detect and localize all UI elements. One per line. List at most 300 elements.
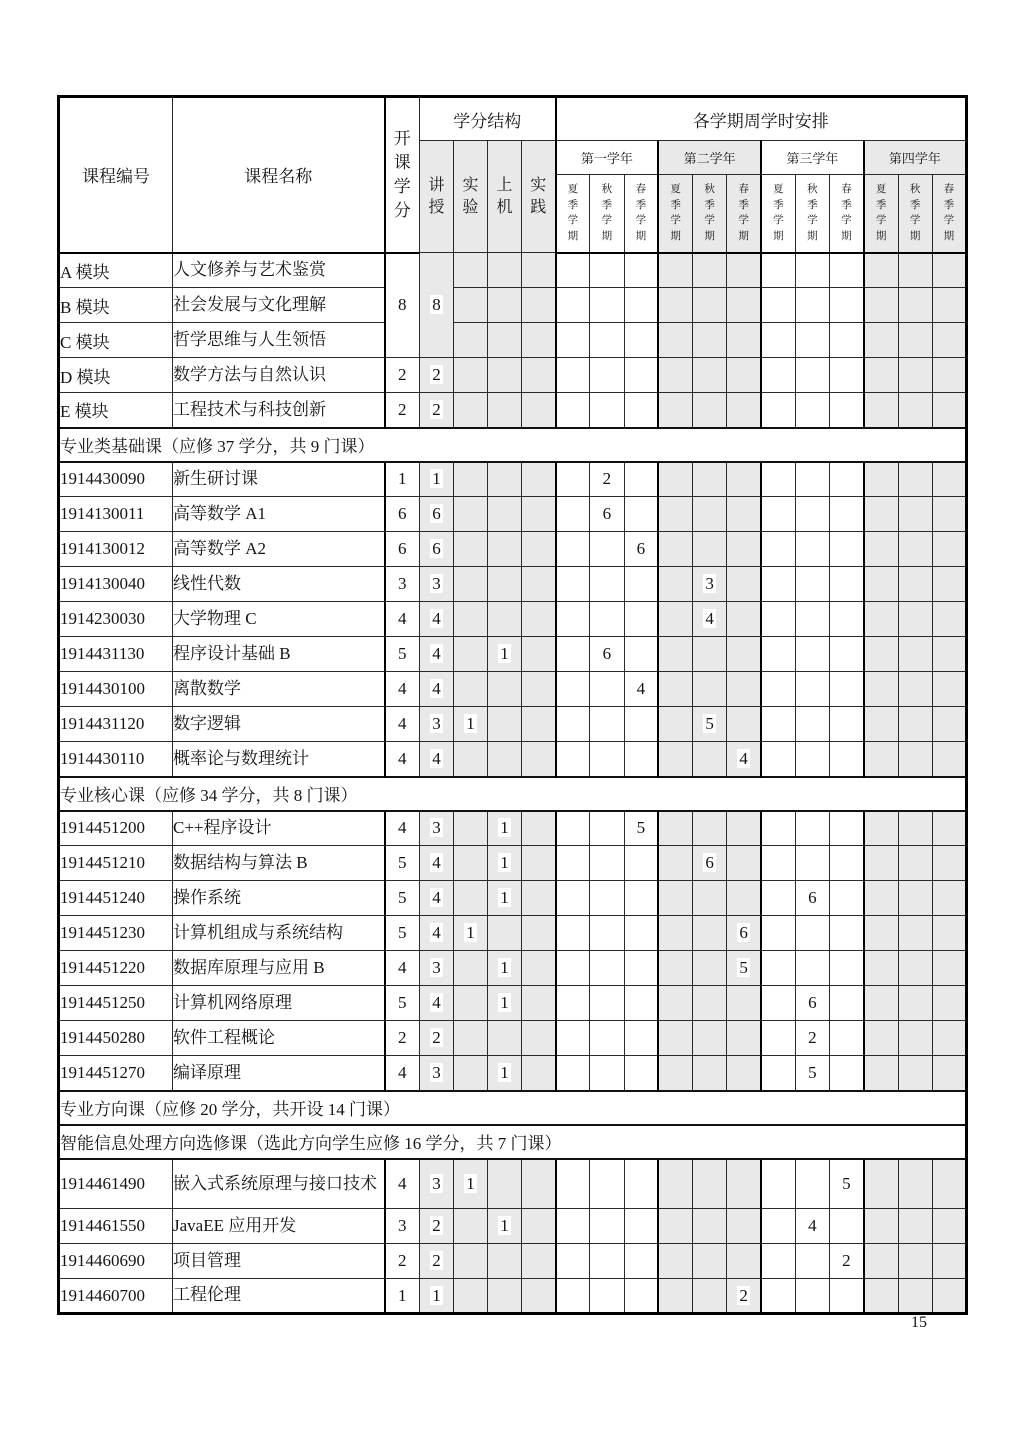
cell-computer — [488, 1209, 522, 1244]
cell-course-code: 1914230030 — [59, 602, 173, 637]
cell-lecture — [420, 951, 454, 986]
cell-semester-3 — [624, 986, 658, 1021]
cell-course-code: 1914130040 — [59, 567, 173, 602]
cell-lecture-value: 6 — [432, 539, 441, 558]
cell-computer-value: 1 — [500, 888, 509, 907]
header-credit-col-2 — [488, 141, 522, 253]
cell-semester-11 — [898, 707, 932, 742]
cell-course-code: 1914430100 — [59, 672, 173, 707]
cell-semester-3 — [624, 1244, 658, 1279]
cell-computer — [488, 672, 522, 707]
cell-semester-9 — [830, 951, 864, 986]
page-number: 15 — [911, 1314, 927, 1331]
cell-semester-5 — [693, 1021, 727, 1056]
cell-practice — [522, 881, 556, 916]
cell-semester-1 — [556, 462, 590, 497]
cell-lab — [454, 288, 488, 323]
cell-practice — [522, 1159, 556, 1209]
cell-semester-7 — [761, 986, 795, 1021]
cell-computer — [488, 497, 522, 532]
cell-semester-10 — [864, 1244, 898, 1279]
cell-semester-5-value: 6 — [705, 853, 714, 872]
table-row — [59, 567, 967, 602]
cell-semester-10 — [864, 1056, 898, 1091]
curriculum-table — [57, 95, 968, 1315]
cell-semester-1 — [556, 811, 590, 846]
cell-practice — [522, 288, 556, 323]
cell-semester-9 — [830, 672, 864, 707]
cell-semester-10 — [864, 288, 898, 323]
cell-course-name: 操作系统 — [173, 881, 385, 916]
cell-computer — [488, 1056, 522, 1091]
cell-credits: 4 — [385, 602, 420, 637]
cell-semester-12 — [932, 567, 966, 602]
cell-practice — [522, 707, 556, 742]
cell-computer — [488, 881, 522, 916]
cell-semester-3: 6 — [624, 532, 658, 567]
cell-semester-9 — [830, 1209, 864, 1244]
cell-semester-5 — [693, 323, 727, 358]
cell-semester-10 — [864, 358, 898, 393]
cell-semester-2 — [590, 567, 624, 602]
cell-lab — [454, 881, 488, 916]
cell-course-code: 1914460690 — [59, 1244, 173, 1279]
cell-course-code: 1914451230 — [59, 916, 173, 951]
cell-semester-7 — [761, 916, 795, 951]
cell-computer — [488, 393, 522, 428]
header-credit-col-label: 上机 — [496, 176, 513, 216]
cell-semester-10 — [864, 602, 898, 637]
cell-semester-12 — [932, 602, 966, 637]
cell-course-code: E 模块 — [59, 393, 173, 428]
cell-semester-2 — [590, 358, 624, 393]
cell-semester-10 — [864, 532, 898, 567]
cell-semester-10 — [864, 846, 898, 881]
cell-semester-7 — [761, 567, 795, 602]
cell-semester-9 — [830, 497, 864, 532]
cell-semester-4 — [658, 497, 692, 532]
cell-computer — [488, 1159, 522, 1209]
cell-course-code: C 模块 — [59, 323, 173, 358]
cell-semester-5 — [693, 358, 727, 393]
cell-practice — [522, 497, 556, 532]
cell-lecture — [420, 1209, 454, 1244]
cell-computer — [488, 1021, 522, 1056]
cell-semester-5 — [693, 742, 727, 777]
cell-semester-4 — [658, 393, 692, 428]
header-year-2: 第二学年 — [658, 141, 761, 175]
cell-semester-1 — [556, 393, 590, 428]
cell-semester-6 — [727, 323, 761, 358]
table-row — [59, 1021, 967, 1056]
cell-semester-6 — [727, 637, 761, 672]
cell-lecture-value: 3 — [432, 1062, 441, 1082]
table-row — [59, 881, 967, 916]
cell-practice — [522, 532, 556, 567]
cell-semester-2 — [590, 323, 624, 358]
cell-lecture — [420, 532, 454, 567]
cell-semester-7 — [761, 1279, 795, 1314]
header-season-label: 夏季学期 — [670, 183, 681, 242]
cell-semester-1 — [556, 497, 590, 532]
cell-computer-value: 1 — [500, 993, 509, 1012]
cell-semester-6 — [727, 462, 761, 497]
cell-semester-6-value: 6 — [739, 923, 748, 942]
header-credit-col-1 — [454, 141, 488, 253]
cell-semester-1 — [556, 1279, 590, 1314]
cell-semester-8: 4 — [795, 1209, 829, 1244]
cell-semester-2 — [590, 986, 624, 1021]
cell-course-code: 1914451200 — [59, 811, 173, 846]
cell-lecture-value: 3 — [432, 1173, 441, 1193]
header-credit-col-label: 讲授 — [428, 176, 445, 216]
cell-semester-3: 4 — [624, 672, 658, 707]
cell-computer — [488, 811, 522, 846]
cell-computer — [488, 532, 522, 567]
cell-lecture-value: 4 — [432, 853, 441, 872]
cell-semester-6 — [727, 393, 761, 428]
cell-semester-6 — [727, 916, 761, 951]
cell-semester-1 — [556, 567, 590, 602]
cell-semester-10 — [864, 462, 898, 497]
cell-lecture — [420, 637, 454, 672]
cell-semester-8 — [795, 672, 829, 707]
cell-semester-11 — [898, 393, 932, 428]
cell-semester-5-value: 3 — [705, 574, 714, 593]
cell-course-name: 线性代数 — [173, 567, 385, 602]
cell-lab — [454, 602, 488, 637]
cell-semester-11 — [898, 602, 932, 637]
cell-lecture — [420, 602, 454, 637]
cell-course-code: 1914461550 — [59, 1209, 173, 1244]
cell-semester-7 — [761, 1244, 795, 1279]
cell-semester-3 — [624, 1021, 658, 1056]
cell-semester-12 — [932, 672, 966, 707]
cell-semester-4 — [658, 986, 692, 1021]
cell-lab — [454, 1159, 488, 1209]
cell-semester-1 — [556, 637, 590, 672]
cell-semester-10 — [864, 707, 898, 742]
cell-semester-11 — [898, 1209, 932, 1244]
cell-semester-8 — [795, 707, 829, 742]
cell-course-code: 1914451270 — [59, 1056, 173, 1091]
cell-semester-7 — [761, 253, 795, 288]
cell-semester-5 — [693, 462, 727, 497]
cell-semester-4 — [658, 567, 692, 602]
cell-course-name: 编译原理 — [173, 1056, 385, 1091]
cell-semester-10 — [864, 1021, 898, 1056]
cell-computer — [488, 288, 522, 323]
cell-semester-5 — [693, 637, 727, 672]
cell-semester-12 — [932, 986, 966, 1021]
cell-semester-11 — [898, 1159, 932, 1209]
header-credit-structure: 学分结构 — [420, 97, 556, 141]
cell-semester-5 — [693, 253, 727, 288]
cell-semester-4 — [658, 1209, 692, 1244]
cell-semester-9 — [830, 1021, 864, 1056]
section-row — [59, 1091, 967, 1125]
cell-practice — [522, 637, 556, 672]
cell-credits: 4 — [385, 707, 420, 742]
cell-semester-8 — [795, 253, 829, 288]
cell-computer — [488, 742, 522, 777]
cell-course-name: 数据库原理与应用 B — [173, 951, 385, 986]
cell-semester-3 — [624, 393, 658, 428]
cell-semester-12 — [932, 393, 966, 428]
cell-semester-12 — [932, 811, 966, 846]
cell-semester-9 — [830, 567, 864, 602]
cell-semester-9 — [830, 881, 864, 916]
cell-semester-9 — [830, 986, 864, 1021]
cell-semester-6 — [727, 1056, 761, 1091]
cell-semester-3 — [624, 951, 658, 986]
header-credit-col-0 — [420, 141, 454, 253]
cell-lab — [454, 532, 488, 567]
cell-semester-7 — [761, 1056, 795, 1091]
cell-lab — [454, 567, 488, 602]
cell-course-code: 1914450280 — [59, 1021, 173, 1056]
table-row — [59, 1279, 967, 1314]
cell-course-name: 高等数学 A2 — [173, 532, 385, 567]
cell-semester-2 — [590, 846, 624, 881]
cell-semester-7 — [761, 497, 795, 532]
cell-semester-8 — [795, 532, 829, 567]
cell-semester-3 — [624, 881, 658, 916]
cell-semester-5 — [693, 811, 727, 846]
cell-semester-10 — [864, 567, 898, 602]
cell-semester-1 — [556, 951, 590, 986]
cell-lecture — [420, 672, 454, 707]
cell-course-code: 1914461490 — [59, 1159, 173, 1209]
cell-semester-10 — [864, 1159, 898, 1209]
cell-semester-3 — [624, 742, 658, 777]
cell-semester-11 — [898, 567, 932, 602]
cell-semester-10 — [864, 986, 898, 1021]
cell-semester-12 — [932, 1159, 966, 1209]
cell-semester-11 — [898, 1056, 932, 1091]
cell-lecture — [420, 462, 454, 497]
cell-credits: 4 — [385, 951, 420, 986]
cell-lecture — [420, 881, 454, 916]
cell-semester-2: 2 — [590, 462, 624, 497]
cell-semester-4 — [658, 916, 692, 951]
cell-semester-6 — [727, 881, 761, 916]
cell-computer-value: 1 — [500, 644, 509, 663]
cell-semester-8 — [795, 288, 829, 323]
cell-practice — [522, 1021, 556, 1056]
cell-semester-4 — [658, 811, 692, 846]
cell-semester-3 — [624, 707, 658, 742]
cell-lab — [454, 462, 488, 497]
cell-practice — [522, 602, 556, 637]
cell-semester-7 — [761, 532, 795, 567]
cell-course-name: 离散数学 — [173, 672, 385, 707]
table-row — [59, 532, 967, 567]
cell-semester-5-value: 5 — [705, 714, 714, 733]
table-row — [59, 707, 967, 742]
cell-course-name: 程序设计基础 B — [173, 637, 385, 672]
header-credit-col-3 — [522, 141, 556, 253]
cell-semester-11 — [898, 288, 932, 323]
cell-semester-5 — [693, 881, 727, 916]
header-season-label: 夏季学期 — [567, 183, 579, 242]
header-season-label: 秋季学期 — [909, 183, 921, 242]
cell-semester-3 — [624, 1209, 658, 1244]
cell-course-name: 数据结构与算法 B — [173, 846, 385, 881]
cell-course-name: 高等数学 A1 — [173, 497, 385, 532]
cell-semester-4 — [658, 846, 692, 881]
cell-semester-8 — [795, 742, 829, 777]
cell-semester-6 — [727, 358, 761, 393]
cell-semester-2 — [590, 1159, 624, 1209]
cell-semester-7 — [761, 288, 795, 323]
table-row — [59, 602, 967, 637]
cell-semester-3 — [624, 1279, 658, 1314]
cell-semester-6 — [727, 1021, 761, 1056]
cell-course-code: 1914451210 — [59, 846, 173, 881]
cell-semester-12 — [932, 916, 966, 951]
header-credit-col-label: 实践 — [530, 176, 547, 216]
cell-semester-4 — [658, 672, 692, 707]
cell-practice — [522, 916, 556, 951]
cell-semester-6 — [727, 567, 761, 602]
cell-semester-4 — [658, 1056, 692, 1091]
cell-semester-11 — [898, 742, 932, 777]
header-season-y2-s1 — [658, 175, 692, 253]
cell-semester-10 — [864, 393, 898, 428]
cell-semester-8 — [795, 637, 829, 672]
section-row — [59, 428, 967, 462]
cell-lab-value: 1 — [466, 923, 475, 942]
cell-semester-1 — [556, 916, 590, 951]
cell-lecture-value: 2 — [432, 1251, 441, 1270]
cell-lecture — [420, 1244, 454, 1279]
header-year-3: 第三学年 — [761, 141, 864, 175]
cell-practice — [522, 1279, 556, 1314]
cell-semester-6 — [727, 497, 761, 532]
cell-lecture — [420, 811, 454, 846]
cell-semester-3 — [624, 462, 658, 497]
table-row — [59, 288, 967, 323]
table-row — [59, 951, 967, 986]
cell-semester-5 — [693, 532, 727, 567]
cell-computer — [488, 707, 522, 742]
cell-semester-8: 6 — [795, 986, 829, 1021]
section-label: 专业核心课（应修 34 学分，共 8 门课） — [59, 777, 967, 811]
cell-lecture — [420, 497, 454, 532]
cell-semester-6-value: 5 — [739, 958, 748, 977]
cell-semester-10 — [864, 637, 898, 672]
cell-lecture — [420, 846, 454, 881]
cell-course-code: 1914431120 — [59, 707, 173, 742]
cell-semester-2 — [590, 1244, 624, 1279]
cell-semester-2: 6 — [590, 497, 624, 532]
cell-semester-12 — [932, 1279, 966, 1314]
cell-semester-4 — [658, 532, 692, 567]
cell-semester-1 — [556, 1244, 590, 1279]
cell-lab — [454, 497, 488, 532]
cell-semester-3 — [624, 637, 658, 672]
cell-lecture — [420, 358, 454, 393]
cell-semester-1 — [556, 672, 590, 707]
cell-semester-6 — [727, 1244, 761, 1279]
cell-semester-4 — [658, 1244, 692, 1279]
table-row — [59, 323, 967, 358]
header-credits — [385, 97, 420, 253]
cell-practice — [522, 672, 556, 707]
cell-semester-11 — [898, 1279, 932, 1314]
cell-computer — [488, 1244, 522, 1279]
cell-computer — [488, 637, 522, 672]
cell-semester-12 — [932, 288, 966, 323]
cell-semester-2 — [590, 707, 624, 742]
cell-semester-2 — [590, 1021, 624, 1056]
cell-course-name: 社会发展与文化理解 — [173, 288, 385, 323]
cell-practice — [522, 253, 556, 288]
cell-course-name: 数字逻辑 — [173, 707, 385, 742]
cell-semester-10 — [864, 497, 898, 532]
table-row — [59, 916, 967, 951]
cell-semester-7 — [761, 393, 795, 428]
cell-lecture — [420, 707, 454, 742]
cell-semester-11 — [898, 951, 932, 986]
cell-semester-5 — [693, 672, 727, 707]
cell-credits: 1 — [385, 1279, 420, 1314]
cell-lecture-value: 4 — [432, 609, 441, 628]
cell-course-name: 新生研讨课 — [173, 462, 385, 497]
cell-semester-1 — [556, 358, 590, 393]
header-row-top — [59, 97, 967, 141]
cell-semester-6 — [727, 951, 761, 986]
cell-lab — [454, 672, 488, 707]
cell-course-code: 1914451220 — [59, 951, 173, 986]
cell-semester-2 — [590, 742, 624, 777]
cell-lab-value: 1 — [466, 1173, 475, 1193]
cell-semester-7 — [761, 1209, 795, 1244]
cell-lecture-value: 4 — [432, 923, 441, 942]
cell-credits: 6 — [385, 497, 420, 532]
cell-semester-12 — [932, 1209, 966, 1244]
table-row — [59, 253, 967, 288]
cell-practice — [522, 986, 556, 1021]
cell-semester-9 — [830, 393, 864, 428]
cell-semester-10 — [864, 742, 898, 777]
cell-lecture-value: 1 — [432, 1285, 441, 1305]
cell-credits: 2 — [385, 1021, 420, 1056]
cell-semester-6 — [727, 532, 761, 567]
table-row — [59, 742, 967, 777]
cell-semester-1 — [556, 986, 590, 1021]
cell-semester-11 — [898, 811, 932, 846]
cell-computer — [488, 916, 522, 951]
cell-practice — [522, 393, 556, 428]
header-season-label: 秋季学期 — [704, 183, 715, 242]
cell-practice — [522, 1056, 556, 1091]
cell-semester-7 — [761, 323, 795, 358]
table-row — [59, 1209, 967, 1244]
cell-computer — [488, 602, 522, 637]
cell-lecture — [420, 916, 454, 951]
cell-semester-9 — [830, 253, 864, 288]
cell-semester-1 — [556, 1056, 590, 1091]
cell-semester-8 — [795, 497, 829, 532]
cell-lecture-value: 2 — [432, 1216, 441, 1235]
cell-lab — [454, 707, 488, 742]
cell-semester-4 — [658, 707, 692, 742]
table-row — [59, 637, 967, 672]
cell-semester-5 — [693, 1056, 727, 1091]
cell-semester-2 — [590, 1209, 624, 1244]
